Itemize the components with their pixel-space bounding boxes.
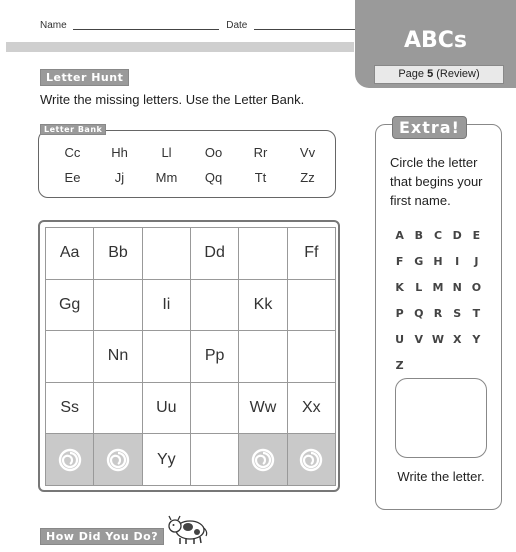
grid-cell[interactable]: Aa	[46, 228, 94, 280]
extra-letter[interactable]: W	[431, 333, 445, 346]
swirl-icon	[251, 448, 275, 472]
letter-bank-item: Ee	[64, 170, 81, 185]
grid-cell[interactable]: Dd	[191, 228, 239, 280]
letter-hunt-instructions: Write the missing letters. Use the Letter Bank.	[40, 92, 305, 107]
letter-bank	[38, 130, 336, 198]
grid-cell[interactable]	[239, 228, 287, 280]
letter-bank-item: Ll	[161, 145, 172, 160]
grid-cell[interactable]: Ww	[239, 383, 287, 435]
page-prefix: Page	[398, 68, 428, 80]
grid-cell[interactable]: Bb	[94, 228, 142, 280]
letter-bank-item: Vv	[299, 145, 316, 160]
grid-cell[interactable]	[94, 280, 142, 332]
extra-letter[interactable]: V	[414, 333, 424, 346]
page-number: 5	[427, 68, 434, 80]
write-letter-box[interactable]	[395, 378, 487, 458]
header-band	[6, 42, 354, 52]
grid-cell[interactable]: Xx	[288, 383, 336, 435]
swirl-icon	[58, 448, 82, 472]
extra-letter[interactable]: Y	[472, 333, 481, 346]
extra-letter[interactable]: D	[452, 229, 462, 242]
extra-letter[interactable]: G	[414, 255, 424, 268]
grid-cell[interactable]	[191, 383, 239, 435]
page-number-label	[374, 65, 504, 84]
extra-letter[interactable]: T	[472, 307, 481, 320]
extra-letter[interactable]: I	[455, 255, 460, 268]
grid-cell-decorated[interactable]	[288, 434, 336, 486]
swirl-icon	[299, 448, 323, 472]
extra-letter[interactable]: P	[395, 307, 404, 320]
letter-bank-item: Tt	[254, 170, 267, 185]
extra-letter[interactable]: H	[433, 255, 443, 268]
extra-letter[interactable]: O	[471, 281, 482, 294]
extra-letter[interactable]: C	[433, 229, 443, 242]
how-did-you-do-label: How Did You Do?	[40, 528, 164, 545]
alphabet-grid	[45, 227, 336, 486]
letter-hunt-label: Letter Hunt	[40, 69, 129, 86]
extra-letter[interactable]: R	[433, 307, 443, 320]
grid-cell[interactable]	[46, 331, 94, 383]
page-title: ABCs	[403, 28, 468, 53]
grid-cell[interactable]: Pp	[191, 331, 239, 383]
extra-letter[interactable]: E	[472, 229, 481, 242]
extra-letter[interactable]: N	[452, 281, 462, 294]
grid-cell[interactable]	[191, 434, 239, 486]
extra-letter[interactable]: U	[395, 333, 405, 346]
swirl-icon	[106, 448, 130, 472]
grid-cell[interactable]	[94, 383, 142, 435]
extra-letter[interactable]: B	[414, 229, 423, 242]
grid-cell[interactable]: Ii	[143, 280, 191, 332]
letter-bank-item: Rr	[253, 145, 268, 160]
grid-cell-decorated[interactable]	[239, 434, 287, 486]
write-letter-prompt: Write the letter.	[397, 469, 485, 484]
extra-letter[interactable]: A	[395, 229, 404, 242]
extra-letter[interactable]: Z	[395, 359, 404, 372]
grid-cell[interactable]: Kk	[239, 280, 287, 332]
extra-letter[interactable]: K	[395, 281, 404, 294]
letter-bank-item: Cc	[64, 145, 81, 160]
letter-bank-item: Zz	[300, 170, 315, 185]
grid-cell[interactable]: Uu	[143, 383, 191, 435]
name-label: Name	[40, 20, 67, 31]
grid-cell-decorated[interactable]	[46, 434, 94, 486]
extra-letter[interactable]: X	[452, 333, 462, 346]
grid-cell[interactable]	[143, 228, 191, 280]
grid-cell[interactable]: Ff	[288, 228, 336, 280]
letter-bank-item: Qq	[204, 170, 223, 185]
name-date-row	[40, 20, 366, 31]
page-suffix: (Review)	[433, 68, 480, 80]
letter-bank-item: Jj	[114, 170, 125, 185]
grid-cell[interactable]	[143, 331, 191, 383]
date-line[interactable]	[254, 29, 366, 30]
letter-bank-item: Oo	[204, 145, 223, 160]
grid-cell[interactable]: Yy	[143, 434, 191, 486]
grid-cell[interactable]: Ss	[46, 383, 94, 435]
grid-cell-decorated[interactable]	[94, 434, 142, 486]
letter-bank-item: Mm	[155, 170, 178, 185]
extra-letter[interactable]: F	[395, 255, 404, 268]
date-label: Date	[226, 20, 248, 31]
cow-icon	[166, 506, 208, 548]
extra-letter[interactable]: M	[432, 281, 444, 294]
extra-label: Extra!	[392, 116, 467, 139]
extra-instructions: Circle the letter that begins your first name.	[390, 155, 483, 208]
grid-cell[interactable]	[191, 280, 239, 332]
grid-cell[interactable]	[288, 331, 336, 383]
extra-letter-grid	[390, 229, 486, 372]
extra-letter[interactable]: L	[415, 281, 423, 294]
extra-letter[interactable]: Q	[414, 307, 424, 320]
name-line[interactable]	[73, 29, 219, 30]
letter-bank-label: Letter Bank	[40, 124, 106, 135]
alphabet-grid-frame	[38, 220, 340, 492]
extra-letter[interactable]: J	[474, 255, 479, 268]
grid-cell[interactable]	[288, 280, 336, 332]
letter-bank-item: Hh	[111, 145, 128, 160]
grid-cell[interactable]: Nn	[94, 331, 142, 383]
extra-letter[interactable]: S	[453, 307, 462, 320]
grid-cell[interactable]	[239, 331, 287, 383]
letter-bank-grid	[49, 145, 331, 185]
grid-cell[interactable]: Gg	[46, 280, 94, 332]
